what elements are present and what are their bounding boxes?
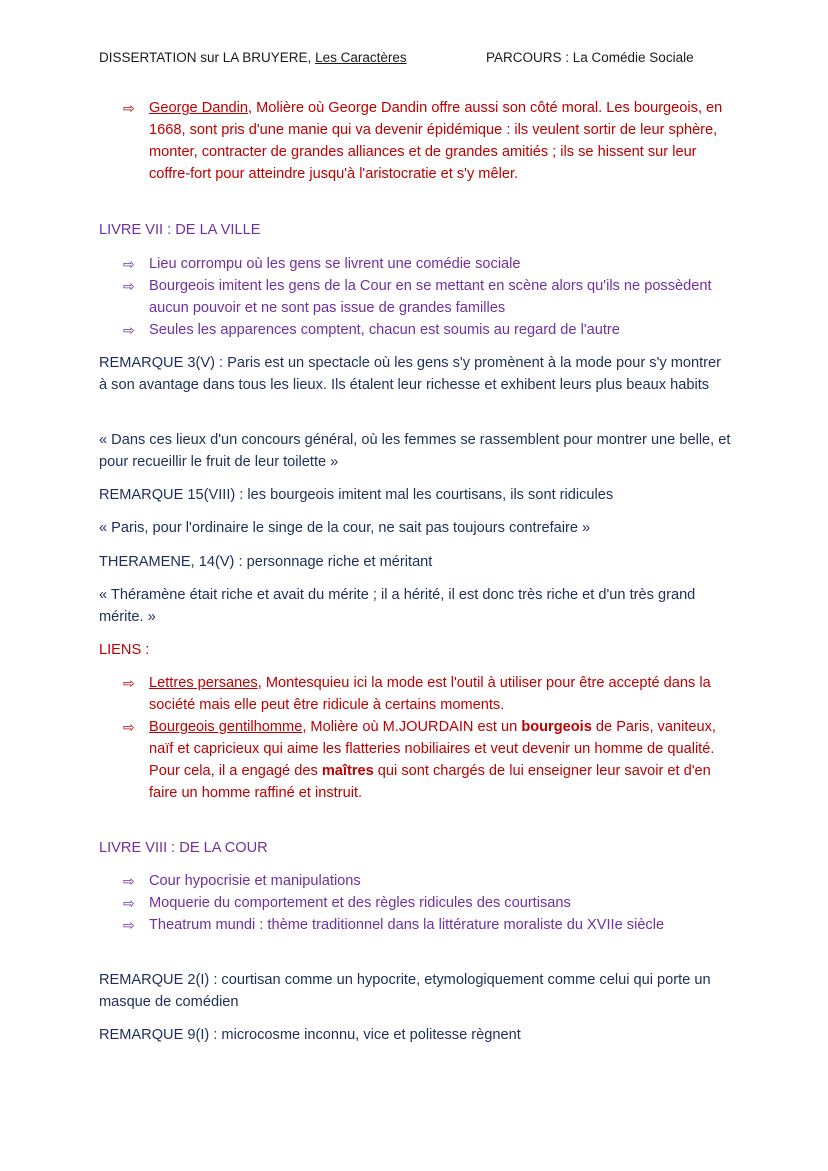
item-text: , Montesquieu ici la mode est l'outil à utiliser pour être accepté dans la société mais elle peut être ridicule à certains moments. <box>149 675 711 713</box>
list-item <box>123 716 731 804</box>
arrow-right-icon: ⇨ <box>123 100 135 116</box>
header-left-prefix: DISSERTATION sur LA BRUYERE, <box>99 50 316 65</box>
arrow-right-icon: ⇨ <box>123 256 135 272</box>
bullet-text: Theatrum mundi : thème traditionnel dans la littérature moraliste du XVIIe siècle <box>149 917 665 933</box>
quote-2: « Paris, pour l'ordinaire le singe de la cour, ne sait pas toujours contrefaire » <box>99 520 591 536</box>
liens-list <box>123 672 731 804</box>
list-item <box>123 97 731 185</box>
list-item <box>123 275 731 319</box>
remarque-3: REMARQUE 3(V) : Paris est un spectacle où les gens s'y promènent à la mode pour s'y montrer à son avantage dans tous les lieux. Ils étalent leur richesse et exhibent leurs plus beaux habits <box>99 355 722 393</box>
work-title: George Dandin, <box>149 100 253 116</box>
livre7-bullet-list <box>123 253 731 341</box>
section-heading-livre8: LIVRE VIII : DE LA COUR <box>99 840 268 856</box>
item-text: de Paris, vaniteux, naïf et capricieux qui aime les flatteries nobiliaires et veut devenir un homme de qualité. Pour cela, il a engagé des <box>149 719 716 779</box>
arrow-right-icon: ⇨ <box>123 895 135 911</box>
item-text: , Molière où M.JOURDAIN est un <box>302 719 522 735</box>
list-item <box>123 914 731 936</box>
bold-term: maîtres <box>321 763 374 779</box>
section-heading-liens: LIENS : <box>99 642 150 658</box>
item-text: Molière où George Dandin offre aussi son côté moral. Les bourgeois, en 1668, sont pris d'une manie qui va devenir épidémique : ils veulent sortir de leur sphère, monter, contracter de grandes alliances et de grandes amitiés ; ils se hissent sur leur coffre-fort pour atteindre jusqu'à l'aristocratie et s'y mêler. <box>149 100 723 182</box>
list-item <box>123 892 731 914</box>
work-title: Lettres persanes <box>149 675 258 691</box>
arrow-right-icon: ⇨ <box>123 719 135 735</box>
theramene: THERAMENE, 14(V) : personnage riche et méritant <box>99 554 433 570</box>
bullet-text: Lieu corrompu où les gens se livrent une comédie sociale <box>149 256 521 272</box>
top-item-list <box>123 97 731 185</box>
quote-3: « Théramène était riche et avait du mérite ; il a hérité, il est donc très riche et d'un très grand mérite. » <box>99 587 696 625</box>
livre8-bullet-list <box>123 870 731 936</box>
bullet-text: Cour hypocrisie et manipulations <box>149 873 361 889</box>
header-right: PARCOURS : La Comédie Sociale <box>486 50 694 65</box>
arrow-right-icon: ⇨ <box>123 278 135 294</box>
remarque-9: REMARQUE 9(I) : microcosme inconnu, vice et politesse règnent <box>99 1027 521 1043</box>
item-text: qui sont chargés de lui enseigner leur savoir et d'en faire un homme raffiné et instruit. <box>149 763 711 801</box>
list-item <box>123 319 731 341</box>
remarque-2: REMARQUE 2(I) : courtisan comme un hypocrite, etymologiquement comme celui qui porte un masque de comédien <box>99 972 711 1010</box>
arrow-right-icon: ⇨ <box>123 917 135 933</box>
bullet-text: Bourgeois imitent les gens de la Cour en se mettant en scène alors qu'ils ne possèdent aucun pouvoir et ne sont pas issue de grandes familles <box>149 278 712 316</box>
header-left <box>99 50 407 65</box>
arrow-right-icon: ⇨ <box>123 873 135 889</box>
header-book-title: Les Caractères <box>315 50 407 65</box>
quote-1: « Dans ces lieux d'un concours général, où les femmes se rassemblent pour montrer une belle, et pour recueillir le fruit de leur toilette » <box>99 432 731 470</box>
section-heading-livre7: LIVRE VII : DE LA VILLE <box>99 222 261 238</box>
list-item <box>123 253 731 275</box>
bullet-text: Moquerie du comportement et des règles ridicules des courtisans <box>149 895 571 911</box>
list-item <box>123 870 731 892</box>
arrow-right-icon: ⇨ <box>123 322 135 338</box>
bullet-text: Seules les apparences comptent, chacun est soumis au regard de l'autre <box>149 322 620 338</box>
bold-term: bourgeois <box>521 719 592 735</box>
list-item <box>123 672 731 716</box>
arrow-right-icon: ⇨ <box>123 675 135 691</box>
remarque-15: REMARQUE 15(VIII) : les bourgeois imitent mal les courtisans, ils sont ridicules <box>99 487 614 503</box>
work-title: Bourgeois gentilhomme <box>149 719 303 735</box>
